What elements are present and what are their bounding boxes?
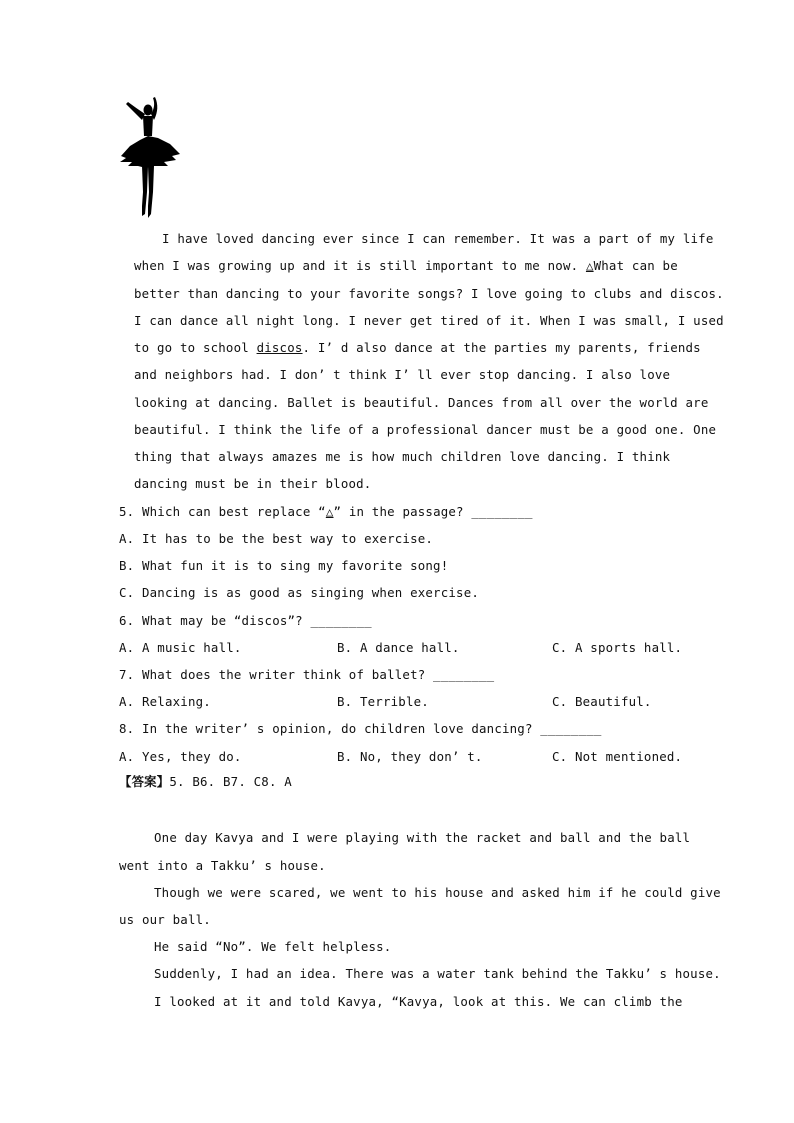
answer-text: 5. B6. B7. C8. A: [169, 774, 292, 789]
passage2-line-1: One day Kavya and I were playing with the racket and ball and the ball: [154, 830, 691, 845]
question-8: 8. In the writer’ s opinion, do children love dancing? ________: [119, 721, 602, 736]
passage1-line-8: beautiful. I think the life of a professional dancer must be a good one. One: [134, 422, 717, 437]
passage2-line-4: us our ball.: [119, 912, 211, 927]
q8-option-a: A. Yes, they do.: [119, 749, 242, 764]
q8-option-c: C. Not mentioned.: [552, 749, 683, 764]
question-5: 5. Which can best replace “△” in the passage? ________: [119, 504, 533, 519]
passage2-line-6: Suddenly, I had an idea. There was a water tank behind the Takku’ s house.: [154, 966, 721, 981]
passage2-line-5: He said “No”. We felt helpless.: [154, 939, 392, 954]
discos-word: discos: [256, 340, 303, 355]
answer-line: [119, 774, 292, 790]
q7-option-a: A. Relaxing.: [119, 694, 211, 709]
blank-triangle: △: [585, 258, 594, 273]
q5-option-b: B. What fun it is to sing my favorite song!: [119, 558, 449, 573]
q6-option-c: C. A sports hall.: [552, 640, 683, 655]
q5-option-c: C. Dancing is as good as singing when exercise.: [119, 585, 480, 600]
passage1-line-9: thing that always amazes me is how much children love dancing. I think: [134, 449, 671, 464]
passage1-line-2: when I was growing up and it is still important to me now. △What can be: [134, 258, 678, 273]
q7-option-c: C. Beautiful.: [552, 694, 652, 709]
passage2-line-7: I looked at it and told Kavya, “Kavya, look at this. We can climb the: [154, 994, 683, 1009]
ballerina-image: [118, 96, 182, 220]
passage1-line-7: looking at dancing. Ballet is beautiful. Dances from all over the world are: [134, 395, 709, 410]
q6-option-a: A. A music hall.: [119, 640, 242, 655]
passage1-line-5: to go to school discos. I’ d also dance at the parties my parents, friends: [134, 340, 701, 355]
question-7: 7. What does the writer think of ballet? ________: [119, 667, 495, 682]
q7-option-b: B. Terrible.: [337, 694, 429, 709]
q6-option-b: B. A dance hall.: [337, 640, 460, 655]
passage1-line-1: I have loved dancing ever since I can remember. It was a part of my life: [162, 231, 714, 246]
answer-label: 【答案】: [119, 774, 170, 789]
passage1-line-6: and neighbors had. I don’ t think I’ ll ever stop dancing. I also love: [134, 367, 671, 382]
passage2-line-2: went into a Takku’ s house.: [119, 858, 326, 873]
passage1-line-3: better than dancing to your favorite songs? I love going to clubs and discos.: [134, 286, 724, 301]
q5-option-a: A. It has to be the best way to exercise.: [119, 531, 434, 546]
q8-option-b: B. No, they don’ t.: [337, 749, 483, 764]
passage1-line-4: I can dance all night long. I never get tired of it. When I was small, I used: [134, 313, 724, 328]
passage2-line-3: Though we were scared, we went to his house and asked him if he could give: [154, 885, 721, 900]
passage1-line-10: dancing must be in their blood.: [134, 476, 372, 491]
question-6: 6. What may be “discos”? ________: [119, 613, 372, 628]
